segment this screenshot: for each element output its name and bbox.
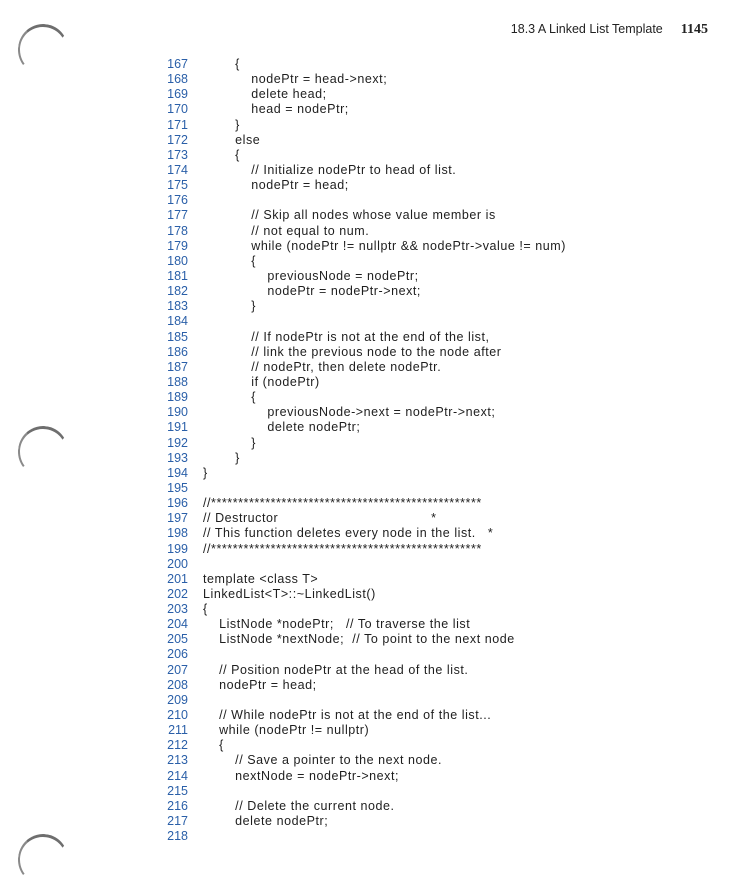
code-line bbox=[0, 466, 754, 481]
code-line bbox=[0, 663, 754, 678]
code-line bbox=[0, 239, 754, 254]
code-line bbox=[0, 814, 754, 829]
code-line bbox=[0, 284, 754, 299]
line-number: 171 bbox=[167, 117, 188, 132]
code-line bbox=[0, 420, 754, 435]
line-number: 173 bbox=[167, 147, 188, 162]
line-code: // Skip all nodes whose value member is bbox=[203, 208, 496, 223]
line-number: 181 bbox=[167, 268, 188, 283]
line-code: ListNode *nodePtr; // To traverse the list bbox=[203, 617, 471, 632]
line-number: 194 bbox=[167, 465, 188, 480]
line-number: 177 bbox=[167, 208, 188, 223]
line-number: 217 bbox=[167, 814, 188, 829]
line-code: } bbox=[203, 299, 256, 314]
line-number: 192 bbox=[167, 435, 188, 450]
line-code: { bbox=[203, 602, 208, 617]
code-line bbox=[0, 617, 754, 632]
page-number: 1145 bbox=[680, 22, 708, 37]
code-line bbox=[0, 572, 754, 587]
line-number: 176 bbox=[167, 193, 188, 208]
line-code: delete nodePtr; bbox=[203, 814, 329, 829]
line-code: nodePtr = head; bbox=[203, 677, 317, 692]
line-code: { bbox=[203, 390, 256, 405]
line-number: 216 bbox=[167, 798, 188, 813]
line-number: 198 bbox=[167, 526, 188, 541]
line-number: 180 bbox=[167, 253, 188, 268]
line-number: 199 bbox=[167, 541, 188, 556]
line-code: } bbox=[203, 465, 208, 480]
code-line bbox=[0, 405, 754, 420]
line-number: 208 bbox=[167, 677, 188, 692]
code-line bbox=[0, 542, 754, 557]
line-number: 174 bbox=[167, 162, 188, 177]
code-line bbox=[0, 784, 754, 799]
line-code: // Initialize nodePtr to head of list. bbox=[203, 162, 457, 177]
line-code: previousNode->next = nodePtr->next; bbox=[203, 405, 496, 420]
line-code: LinkedList<T>::~LinkedList() bbox=[203, 586, 376, 601]
line-code: { bbox=[203, 147, 240, 162]
code-line bbox=[0, 481, 754, 496]
code-line bbox=[0, 693, 754, 708]
line-number: 184 bbox=[167, 314, 188, 329]
line-number: 202 bbox=[167, 586, 188, 601]
line-number: 206 bbox=[167, 647, 188, 662]
line-number: 182 bbox=[167, 284, 188, 299]
line-code: nodePtr = head; bbox=[203, 178, 349, 193]
line-number: 183 bbox=[167, 299, 188, 314]
code-line bbox=[0, 178, 754, 193]
code-line bbox=[0, 632, 754, 647]
code-line bbox=[0, 738, 754, 753]
line-number: 214 bbox=[167, 768, 188, 783]
line-code: { bbox=[203, 253, 256, 268]
line-number: 188 bbox=[167, 374, 188, 389]
line-number: 169 bbox=[167, 87, 188, 102]
code-line bbox=[0, 102, 754, 117]
line-code: { bbox=[203, 738, 224, 753]
line-code: { bbox=[203, 57, 240, 71]
line-code: // This function deletes every node in the list. * bbox=[203, 526, 494, 541]
code-line bbox=[0, 330, 754, 345]
code-line bbox=[0, 511, 754, 526]
line-code: nodePtr = head->next; bbox=[203, 72, 388, 87]
line-number: 172 bbox=[167, 132, 188, 147]
line-code: // Save a pointer to the next node. bbox=[203, 753, 443, 768]
line-number: 210 bbox=[167, 708, 188, 723]
code-line bbox=[0, 87, 754, 102]
code-line bbox=[0, 451, 754, 466]
line-number: 211 bbox=[168, 723, 188, 738]
line-number: 193 bbox=[167, 450, 188, 465]
code-line bbox=[0, 436, 754, 451]
running-header bbox=[511, 22, 708, 38]
line-code: delete nodePtr; bbox=[203, 420, 361, 435]
line-code: if (nodePtr) bbox=[203, 374, 320, 389]
line-number: 178 bbox=[167, 223, 188, 238]
line-number: 179 bbox=[167, 238, 188, 253]
code-line bbox=[0, 647, 754, 662]
line-number: 196 bbox=[167, 496, 188, 511]
code-line bbox=[0, 602, 754, 617]
code-line bbox=[0, 193, 754, 208]
code-line bbox=[0, 148, 754, 163]
code-line bbox=[0, 224, 754, 239]
code-line bbox=[0, 678, 754, 693]
line-code: previousNode = nodePtr; bbox=[203, 268, 419, 283]
code-line bbox=[0, 390, 754, 405]
code-line bbox=[0, 723, 754, 738]
code-line bbox=[0, 360, 754, 375]
line-number: 185 bbox=[167, 329, 188, 344]
line-code: // Position nodePtr at the head of the list. bbox=[203, 662, 469, 677]
line-code: // Delete the current node. bbox=[203, 798, 395, 813]
code-line bbox=[0, 314, 754, 329]
code-line bbox=[0, 708, 754, 723]
section-title: 18.3 A Linked List Template bbox=[510, 22, 663, 36]
line-number: 190 bbox=[167, 405, 188, 420]
code-line bbox=[0, 163, 754, 178]
line-code: //************************************************** bbox=[203, 496, 482, 511]
code-line bbox=[0, 57, 754, 72]
line-code: while (nodePtr != nullptr && nodePtr->value != num) bbox=[203, 238, 566, 253]
code-line bbox=[0, 587, 754, 602]
code-line bbox=[0, 769, 754, 784]
code-line bbox=[0, 496, 754, 511]
line-code: delete head; bbox=[203, 87, 327, 102]
line-number: 175 bbox=[167, 178, 188, 193]
line-number: 201 bbox=[167, 571, 188, 586]
line-number: 218 bbox=[167, 829, 188, 844]
line-code: //************************************************** bbox=[203, 541, 482, 556]
line-code: // While nodePtr is not at the end of the list... bbox=[203, 708, 492, 723]
code-line bbox=[0, 118, 754, 133]
code-line bbox=[0, 526, 754, 541]
line-code: // If nodePtr is not at the end of the list, bbox=[203, 329, 490, 344]
line-number: 197 bbox=[167, 511, 188, 526]
line-number: 209 bbox=[167, 692, 188, 707]
code-listing bbox=[0, 57, 754, 844]
line-code: // link the previous node to the node after bbox=[203, 344, 502, 359]
line-code: while (nodePtr != nullptr) bbox=[203, 723, 370, 738]
line-code: ListNode *nextNode; // To point to the next node bbox=[203, 632, 515, 647]
line-code: nextNode = nodePtr->next; bbox=[203, 768, 400, 783]
code-line bbox=[0, 299, 754, 314]
code-line bbox=[0, 72, 754, 87]
code-line bbox=[0, 208, 754, 223]
line-code: } bbox=[203, 117, 240, 132]
line-number: 189 bbox=[167, 390, 188, 405]
line-number: 212 bbox=[167, 738, 188, 753]
code-line bbox=[0, 254, 754, 269]
line-number: 205 bbox=[167, 632, 188, 647]
code-line bbox=[0, 753, 754, 768]
line-code: head = nodePtr; bbox=[203, 102, 349, 117]
line-number: 207 bbox=[167, 662, 188, 677]
code-line bbox=[0, 133, 754, 148]
line-number: 203 bbox=[167, 602, 188, 617]
line-number: 186 bbox=[167, 344, 188, 359]
line-number: 213 bbox=[167, 753, 188, 768]
line-number: 195 bbox=[167, 480, 188, 495]
code-line bbox=[0, 829, 754, 844]
line-number: 167 bbox=[167, 57, 188, 71]
line-code: template <class T> bbox=[203, 571, 319, 586]
line-number: 191 bbox=[167, 420, 188, 435]
code-line bbox=[0, 799, 754, 814]
code-line bbox=[0, 557, 754, 572]
line-code: } bbox=[203, 450, 240, 465]
code-line bbox=[0, 269, 754, 284]
line-code: else bbox=[203, 132, 261, 147]
line-number: 204 bbox=[167, 617, 188, 632]
line-number: 200 bbox=[167, 556, 188, 571]
line-code: // nodePtr, then delete nodePtr. bbox=[203, 359, 442, 374]
line-code: nodePtr = nodePtr->next; bbox=[203, 284, 421, 299]
line-number: 215 bbox=[167, 783, 188, 798]
line-number: 168 bbox=[167, 72, 188, 87]
line-code: // not equal to num. bbox=[203, 223, 370, 238]
line-code: } bbox=[203, 435, 256, 450]
code-line bbox=[0, 375, 754, 390]
line-number: 170 bbox=[167, 102, 188, 117]
line-code: // Destructor * bbox=[203, 511, 437, 526]
line-number: 187 bbox=[167, 359, 188, 374]
code-line bbox=[0, 345, 754, 360]
